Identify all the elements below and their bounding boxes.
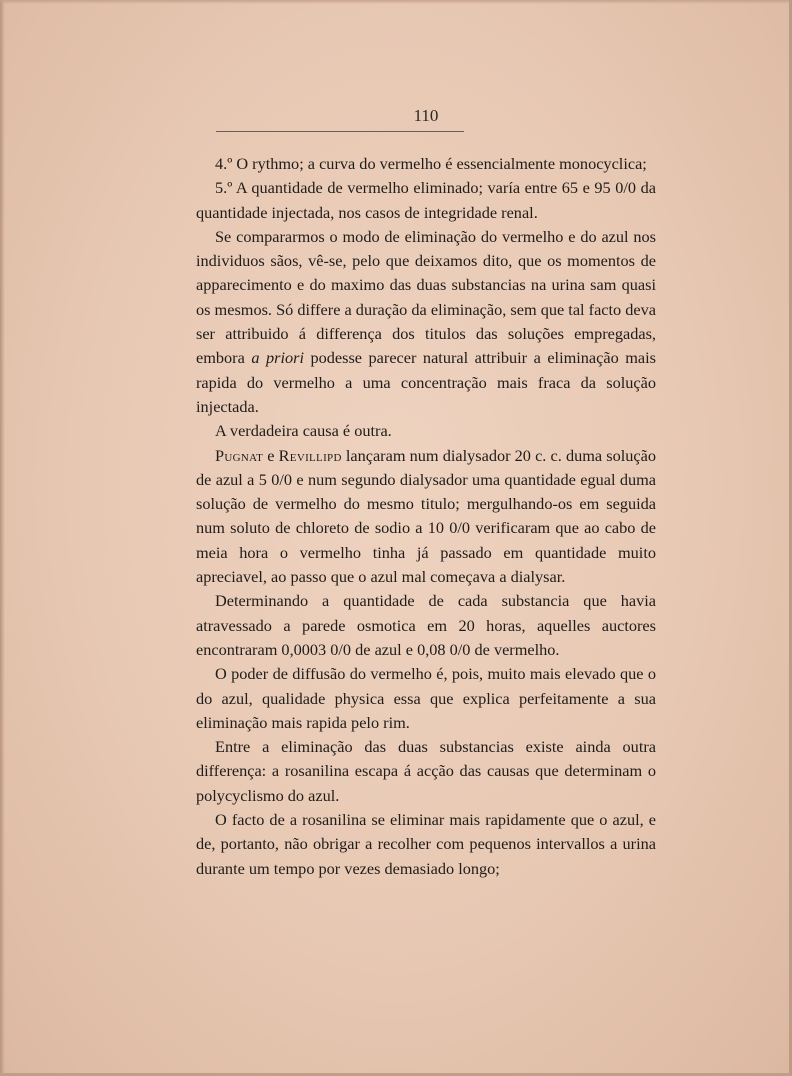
page-edge-shadow (0, 0, 5, 1073)
conjunction: e (263, 445, 279, 465)
page-header (196, 106, 656, 126)
paragraph-rosanilina: O facto de a rosanilina se eliminar mais rapidamente que o azul, e de, portanto, não obrigar a recolher com pequenos intervallos a urina durante um tempo por vezes demasiado longo; (196, 810, 656, 878)
paragraph-comparison (196, 225, 656, 419)
page-edge-top-shadow (0, 0, 789, 4)
header-rule (216, 131, 464, 132)
latin-phrase: a priori (251, 348, 304, 368)
page-number: 110 (413, 106, 439, 125)
author-name: Pugnat (215, 445, 264, 465)
paragraph-item-4: 4.º O rythmo; a curva do vermelho é essencialmente monocyclica; (215, 154, 647, 173)
paragraph-text: lançaram num dialysador 20 c. c. duma solução de azul a 5 0/0 e num segundo dialysador uma quantidade egual duma solução de vermelho do mesmo titulo; mergulhando-os em seguida num soluto de chloreto de sodio a 10 0/0 verificaram que ao cabo de meia hora o vermelho tinha já passado em quantidade muito apreciavel, ao passo que o azul mal começava a dialysar. (196, 445, 656, 587)
body-text (196, 152, 656, 881)
paragraph-experiment (196, 444, 656, 590)
paragraph-measurement: Determinando a quantidade de cada substancia que havia atravessado a parede osmotica em 20 horas, aquelles auctores encontraram 0,0003 0/0 de azul e 0,08 0/0 de vermelho. (196, 591, 656, 659)
paragraph-difference: Entre a eliminação das duas substancias existe ainda outra differença: a rosanilina escapa á acção das causas que determinam o polycyclismo do azul. (196, 737, 656, 805)
paragraph-item-5: 5.º A quantidade de vermelho eliminado; varía entre 65 e 95 0/0 da quantidade injectada, nos casos de integridade renal. (196, 178, 656, 222)
paragraph-text: Se compararmos o modo de eliminação do vermelho e do azul nos individuos sãos, vê-se, pelo que deixamos dito, que os momentos de apparecimento e do maximo das duas substancias na urina sam quasi os mesmos. Só differe a duração da eliminação, sem que tal facto deva ser attribuido á differença dos titulos das soluções empregadas, embora (196, 226, 656, 368)
paragraph-text: podesse parecer natural attribuir a eliminação mais rapida do vermelho a uma concentração mais fraca da solução injectada. (196, 348, 656, 416)
paragraph-diffusion: O poder de diffusão do vermelho é, pois, muito mais elevado que o do azul, qualidade physica essa que explica perfeitamente a sua eliminação mais rapida pelo rim. (196, 664, 656, 732)
author-name: Revillipd (278, 445, 342, 465)
paragraph-true-cause: A verdadeira causa é outra. (215, 421, 392, 441)
